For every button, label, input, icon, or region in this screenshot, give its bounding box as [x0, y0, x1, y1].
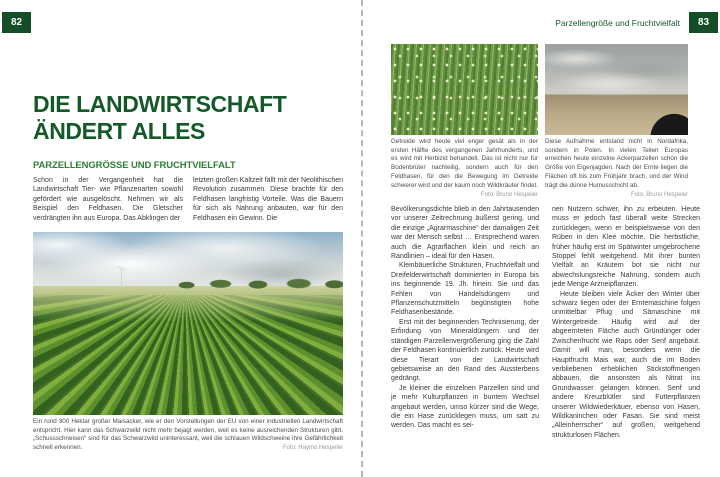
caption-text: Diese Aufnahme entstand nicht in Nordafrika, sondern in Polen. In vielen Teilen Europas erreichen heute einzelne Ackerparzellen schon die Größe von Eigenjagden. Nach der Ernte liegen die Flächen oft bis zum Frühjahr brach, und der Wind trägt die dünne Humusschicht ab. [545, 138, 688, 189]
maize-field-photo [33, 232, 343, 415]
body-text [391, 205, 700, 440]
page-number-right: 83 [689, 12, 718, 33]
running-header [555, 12, 718, 33]
photo-maize-rows [33, 295, 343, 415]
page-spine-divider [361, 0, 363, 477]
paragraph: Kleinbäuerliche Strukturen, Fruchtvielfalt und Dreifelderwirtschaft dominierten in Europa bis ins beginnende 19. Jh. hinein. Sie und das Fehlen von Handelsdüngern und Pflanzenschutzmitteln begünstigten hohe Feldhasenbestände. [391, 262, 539, 317]
intro-column-2: letzten großen Kaltzeit fällt mit der Neolithischen Revolution zusammen. Diese brachte für den Feldhasen langfristig Vorteile. Was die Bauern für sich als Nahrung anbauten, war für den Feldhasen ein Gewinn. Die [193, 177, 343, 222]
fallow-field-photo [545, 44, 688, 135]
body-column-1 [391, 205, 539, 440]
paragraph: nen Nutzern schwer, ihn zu erbeuten. Heute muss er jedoch fast überall weite Strecken zurücklegen, wenn er beispielsweise von den Rüben in den Klee möchte. Die herbstliche, früher häufig erst im Spätwinter umgebrochene Stoppel fehlt weitgehend. Mit ihrer bunten Vielfalt an Kräutern bot sie nicht nur abwechslungsreiche Nahrung, sondern auch jede Menge Arzneipflanzen. [552, 206, 700, 289]
paragraph: Erst mit der beginnenden Technisierung, der Erfindung von Mineraldüngern und der ständigen Parzellenvergrößerung ging die Zahl der Feldhasen kontinuierlich zurück. Heute wird diese Tierart von der Landwirtschaft gebietsweise an den Rand des Aussterbens gedrängt. [391, 318, 539, 383]
wheat-photo-caption [391, 138, 538, 199]
paragraph: Je kleiner die einzelnen Parzellen sind und je mehr Kulturpflanzen in buntem Wechsel angebaut werden, umso kürzer sind die Wege, die ein Hase zurücklegen muss, um satt zu werden. Das macht es sei- [391, 384, 539, 430]
chapter-label: Parzellengröße und Fruchtvielfalt [555, 17, 680, 28]
photo-tree-line [173, 276, 344, 289]
paragraph: Heute bleiben viele Äcker den Winter über schwarz liegen oder der Erntemaschine folgen unmittelbar Pflug und Sämaschine mit Wintergetreide. Häufig wird auf der abgeernteten Fläche auch Gründünger oder Zwischenfrucht wie Raps oder Senf angebaut. Damit will man, besonders wenn die Hauptfrucht Mais war, auch die im Boden verbliebenen erheblichen Stickstoffmengen abbauen, die ansonsten als Nitrat ins Grundwasser gelangen können. Senf und andere Kreuzblütler sind Futterpflanzen unserer Wildwiederkäuer, ebenso von Hasen, Wildkaninchen oder Fasan. Sie sind meist „Alleinherrscher“ auf großen, weitgehend strukturlosen Flächen. [552, 290, 700, 439]
page-number-left: 82 [2, 12, 31, 33]
intro-column-1: Schon in der Vergangenheit hat die Landwirtschaft Tier- wie Pflanzenarten sowohl gefördert wie ausgelöscht. Nehmen wir als Beispiel den Feldhasen. Die Gletscher verdrängten ihn aus Europa. Das Abklingen der [33, 177, 183, 222]
caption-text: Ein rund 300 Hektar großer Maisacker, wie er den Vorstellungen der EU von einer industriellen Landwirtschaft entspricht. Hier kann das Schwarzwild nicht mehr bejagt werden, weil es keine ausreichenden Strukturen gibt. „Schussschneisen“ sind für das Schwarzwild uninteressant, weil die schlauen Wildschweine ihre Gefährlichkeit schnell erkennen. [33, 418, 343, 452]
photo-fender-shape [646, 109, 688, 135]
article-title [33, 91, 286, 144]
section-heading: PARZELLENGRÖSSE UND FRUCHTVIELFALT [33, 160, 236, 171]
caption-row [391, 138, 688, 199]
caption-text: Getreide wird heute viel enger gesät als in der ersten Hälfte des vergangenen Jahrhunderts, und es wird mit Herbizid behandelt. Das ist nicht nur für Bodenbrüter nachteilig, sondern auch für den Feldhasen, für den die Bewegung im Getreide schwerer wird und der kaum noch Wildkräuter findet. [391, 138, 538, 189]
article-title-line1: DIE LANDWIRTSCHAFT [33, 91, 287, 117]
maize-photo-caption [33, 418, 343, 453]
photo-credit: Foto: Bruno Hespeler [480, 191, 538, 198]
wheat-field-photo [391, 44, 538, 135]
photo-credit: Foto: Bruno Hespeler [630, 191, 688, 198]
paragraph: Bevölkerungsdichte blieb in den Jahrtausenden vor unserer Zeitrechnung äußerst gering, und die einzige „Agrarmaschine“ der damaligen Zeit war der Mensch selbst … Entsprechend waren auch die Agrarflächen klein und reich an Randlinien – ideal für den Hasen. [391, 206, 539, 261]
intro-text [33, 176, 343, 223]
photo-row [391, 44, 688, 135]
fallow-photo-caption [545, 138, 688, 199]
body-column-2 [552, 205, 700, 440]
photo-credit: Foto: Haymo Hespeler [282, 445, 343, 452]
photo-wind-turbine [121, 269, 122, 288]
article-title-line2: ÄNDERT ALLES [33, 117, 205, 144]
